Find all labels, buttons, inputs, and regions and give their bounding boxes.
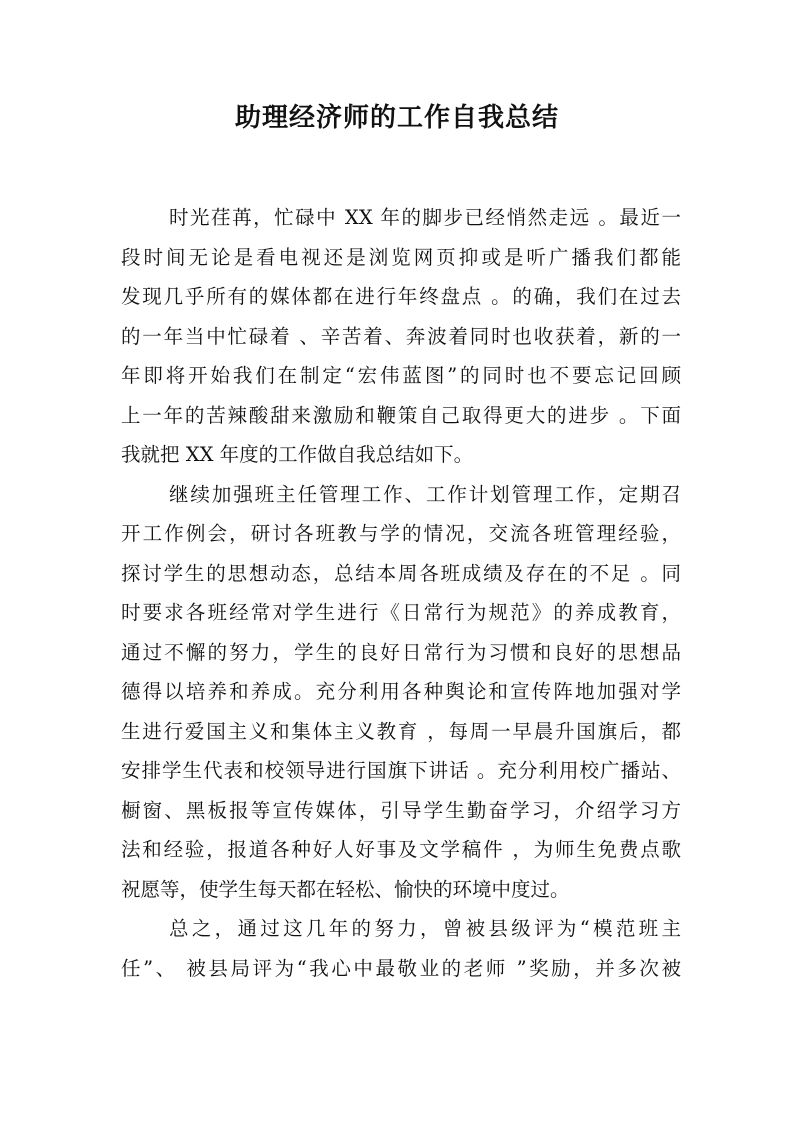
document-body	[121, 198, 681, 988]
body-line: 的一年当中忙碌着 、辛苦着、奔波着同时也收获着，新的一	[121, 324, 681, 348]
body-line: 时光荏苒，忙碌中 XX 年的脚步已经悄然走远 。最近一	[169, 206, 681, 229]
body-line: 继续加强班主任管理工作、工作计划管理工作，定期召	[169, 482, 681, 506]
body-line: 总之，通过这几年的努力，曾被县级评为“模范班主	[169, 917, 681, 940]
body-line: 年即将开始我们在制定“宏伟蓝图”的同时也不要忘记回顾	[121, 364, 681, 387]
body-line: 法和经验，报道各种好人好事及文学稿件 ，为师生免费点歌	[121, 838, 681, 861]
body-line: 安排学生代表和校领导进行国旗下讲话 。充分利用校广播站、	[121, 759, 681, 782]
body-line: 探讨学生的思想动态，总结本周各班成绩及存在的不足 。同	[121, 561, 681, 585]
body-line: 任”、 被县局评为“我心中最敬业的老师 ”奖励，并多次被	[121, 956, 681, 980]
body-line: 祝愿等，使学生每天都在轻松、愉快的环境中度过。	[121, 877, 570, 901]
body-line: 我就把 XX 年度的工作做自我总结如下。	[121, 443, 474, 466]
body-line: 开工作例会，研讨各班教与学的情况，交流各班管理经验，	[121, 522, 681, 545]
body-line: 德得以培养和养成。充分利用各种舆论和宣传阵地加强对学	[121, 680, 681, 703]
body-line: 生进行爱国主义和集体主义教育 ，每周一早晨升国旗后，都	[121, 719, 681, 743]
body-line: 发现几乎所有的媒体都在进行年终盘点 。的确，我们在过去	[121, 285, 681, 308]
body-line: 通过不懈的努力，学生的良好日常行为习惯和良好的思想品	[121, 640, 681, 664]
body-line: 上一年的苦辣酸甜来激励和鞭策自己取得更大的进步 。下面	[121, 403, 681, 427]
body-line: 段时间无论是看电视还是浏览网页抑或是听广播我们都能	[121, 245, 681, 269]
body-line: 时要求各班经常对学生进行《日常行为规范》的养成教育，	[121, 601, 681, 624]
document-title: 助理经济师的工作自我总结	[234, 103, 559, 133]
body-line: 橱窗、黑板报等宣传媒体，引导学生勤奋学习，介绍学习方	[121, 798, 681, 822]
